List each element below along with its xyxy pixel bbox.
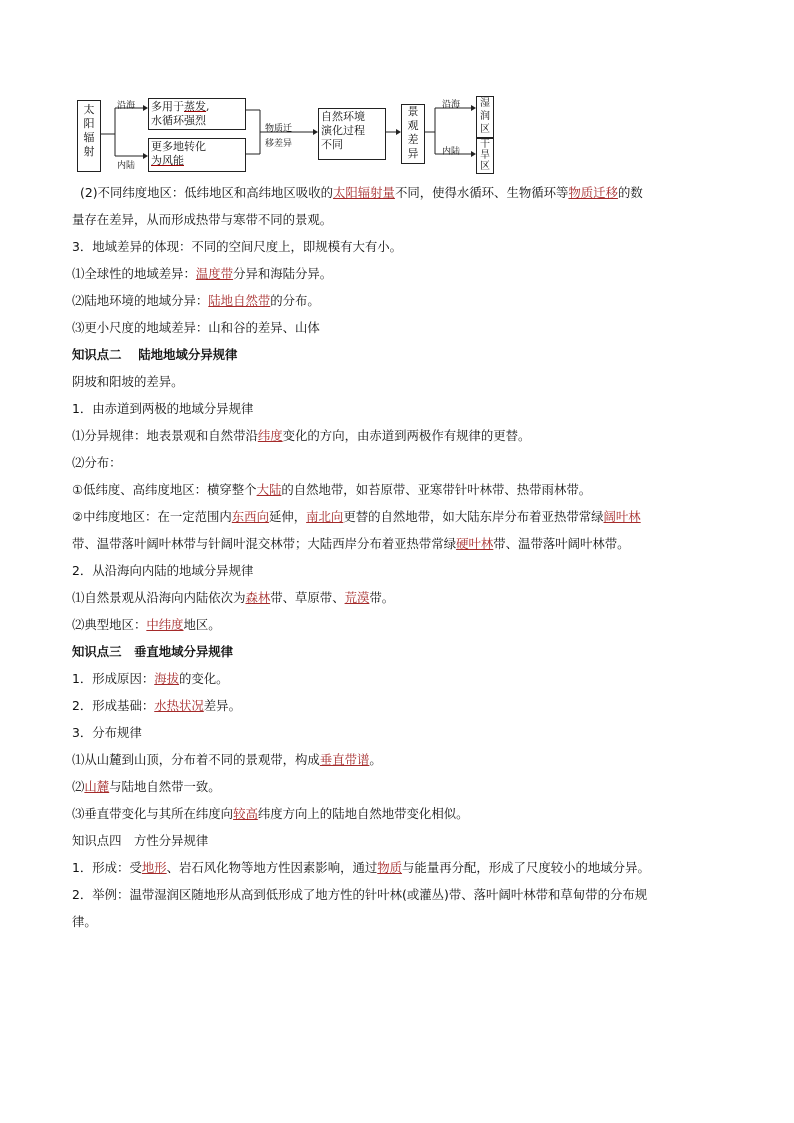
text-line: ⑵分布：: [72, 455, 122, 470]
keyword: 水热状况: [154, 698, 204, 713]
wind-text-2: [151, 154, 243, 168]
text-line: [72, 535, 732, 553]
text-line: [72, 427, 732, 445]
keyword: 陆地自然带: [208, 293, 271, 308]
keyword: 物质迁移: [568, 185, 618, 200]
text-run: 的自然地带，如苔原带、亚寒带针叶林带、热带雨林带。: [281, 482, 592, 497]
text-run: ②中纬度地区：在一定范围内: [72, 509, 232, 524]
section-heading: 知识点四 方性分异规律: [72, 833, 209, 848]
humid-zone-box: [476, 96, 494, 138]
text-run: 与陆地自然带一致。: [109, 779, 221, 794]
text-run: 。: [369, 752, 382, 767]
keyword: 大陆: [256, 482, 282, 497]
text-run: ⑵: [72, 779, 85, 794]
keyword: 垂直带谱: [319, 752, 370, 767]
text-run: ⑴从山麓到山顶，分布着不同的景观带，构成: [72, 752, 320, 767]
text-line: 律。: [72, 914, 97, 929]
humid-char: 湿: [480, 98, 490, 109]
section-heading: 知识点三 垂直地域分异规律: [72, 644, 234, 659]
wind-energy-box: [148, 138, 246, 172]
text-run: 1．形成：受: [72, 860, 142, 875]
text-run: 、岩石风化物等地方性因素影响，通过: [166, 860, 378, 875]
text-line: 3．分布规律: [72, 725, 142, 740]
text-line: [72, 670, 732, 688]
keyword: 东西向: [231, 509, 269, 524]
text-run: 不同，使得水循环、生物循环等: [394, 185, 569, 200]
keyword: 地形: [141, 860, 167, 875]
keyword: 森林: [245, 590, 271, 605]
arid-zone-box: [476, 138, 494, 174]
landscape-char: 差: [407, 133, 419, 146]
text-run: ①低纬度、高纬度地区：横穿整个: [72, 482, 257, 497]
source-char: 射: [83, 145, 95, 158]
mid-label-1: 物质迁: [265, 124, 293, 134]
text-line: 量存在差异，从而形成热带与寒带不同的景观。: [72, 212, 333, 227]
evaporation-text-1: 多用于蒸发,: [151, 100, 210, 113]
diagram-connectors: [75, 96, 495, 174]
text-line: [72, 778, 732, 796]
text-run: (2)不同纬度地区：低纬地区和高纬地区吸收的: [80, 185, 333, 200]
text-line: [72, 589, 732, 607]
text-run: 的变化。: [179, 671, 229, 686]
text-run: ⑶垂直带变化与其所在纬度向: [72, 806, 234, 821]
text-run: 分异和海陆分异。: [233, 266, 333, 281]
text-line: 2．从沿海向内陆的地域分异规律: [72, 563, 254, 578]
text-run: 带、温带落叶阔叶林带与针阔叶混交林带；大陆西岸分布着亚热带常绿: [72, 536, 457, 551]
text-run: 地区。: [183, 617, 221, 632]
humid-char: 区: [480, 124, 490, 135]
text-line: [72, 481, 732, 499]
landscape-char: 异: [407, 147, 419, 160]
mid-label-2: 移差异: [265, 139, 293, 149]
source-char: 太: [83, 103, 95, 116]
env-text-1: 自然环境: [321, 110, 365, 123]
text-run: 2．形成基础：: [72, 698, 155, 713]
keyword: 阔叶林: [603, 509, 641, 524]
text-run: 纬度方向上的陆地自然地带变化相似。: [257, 806, 469, 821]
text-line: [72, 697, 732, 715]
wind-keyword: 为风能: [151, 154, 184, 167]
text-line: [72, 805, 732, 823]
text-line: [72, 292, 732, 310]
evaporation-keyword: 蒸发: [184, 100, 206, 113]
text-line: [72, 616, 732, 634]
evaporation-box: [148, 98, 246, 130]
keyword: 较高: [233, 806, 258, 821]
source-box: [77, 100, 101, 172]
landscape-box: [401, 104, 425, 164]
keyword: 海拔: [154, 671, 180, 686]
out-top-label: 沿海: [442, 100, 461, 110]
landscape-char: 观: [407, 119, 419, 132]
out-bottom-label: 内陆: [442, 147, 461, 157]
keyword: 南北向: [306, 509, 344, 524]
humid-char: 润: [480, 111, 490, 122]
wind-text-1: 更多地转化: [151, 140, 206, 153]
arid-char: 旱: [480, 150, 490, 161]
source-char: 辐: [83, 131, 95, 144]
text-run: 延伸，: [268, 509, 307, 524]
keyword: 温度带: [195, 266, 234, 281]
text-run: 的数: [617, 185, 643, 200]
landscape-char: 景: [407, 105, 419, 118]
text-line: [72, 508, 732, 526]
text-line: [72, 265, 732, 283]
text-run: 差异。: [203, 698, 241, 713]
text-run: 带、温带落叶阔叶林带。: [493, 536, 630, 551]
keyword: 硬叶林: [456, 536, 494, 551]
keyword: 物质: [377, 860, 403, 875]
evaporation-text-2: 水循环强烈: [151, 114, 206, 127]
text-line: 3．地域差异的体现：不同的空间尺度上，即规模有大有小。: [72, 239, 403, 254]
text-run: ⑵典型地区：: [72, 617, 147, 632]
section-heading: 知识点二 陆地地域分异规律: [72, 347, 238, 362]
text-run: 带、草原带、: [270, 590, 345, 605]
text-run: 更替的自然地带，如大陆东岸分布着亚热带常绿: [343, 509, 604, 524]
text-run: ⑴全球性的地域差异：: [72, 266, 196, 281]
flow-diagram: [75, 96, 495, 174]
text-run: 带。: [369, 590, 395, 605]
arid-char: 区: [480, 161, 490, 172]
env-text-3: 不同: [321, 138, 343, 151]
text-run: 1．形成原因：: [72, 671, 155, 686]
text-run: 的分布。: [270, 293, 320, 308]
text-run: ⑴分异规律：地表景观和自然带沿: [72, 428, 258, 443]
env-text-2: 演化过程: [321, 124, 365, 137]
text-line: 1．由赤道到两极的地域分异规律: [72, 401, 254, 416]
source-char: 阳: [83, 117, 95, 130]
branch-bottom-label: 内陆: [117, 161, 136, 171]
keyword: 太阳辐射量: [332, 185, 395, 200]
text-line: [72, 751, 732, 769]
text-run: ⑵陆地环境的地域分异：: [72, 293, 209, 308]
text-line: [80, 184, 740, 202]
keyword: 纬度: [257, 428, 283, 443]
text-line: 2．举例：温带湿润区随地形从高到低形成了地方性的针叶林(或灌丛)带、落叶阔叶林带和草甸带的分布规: [72, 887, 648, 902]
text-run: 与能量再分配，形成了尺度较小的地域分异。: [402, 860, 650, 875]
branch-top-label: 沿海: [117, 101, 136, 111]
text-line: ⑶更小尺度的地域差异：山和谷的差异、山体: [72, 320, 320, 335]
environment-box: [318, 108, 386, 160]
text-line: [72, 859, 732, 877]
keyword: 中纬度: [146, 617, 184, 632]
keyword: 荒漠: [344, 590, 370, 605]
arid-char: 干: [480, 139, 490, 150]
text-line: 阴坡和阳坡的差异。: [72, 374, 184, 389]
text-run: 变化的方向，由赤道到两极作有规律的更替。: [282, 428, 531, 443]
text-run: ⑴自然景观从沿海向内陆依次为: [72, 590, 246, 605]
keyword: 山麓: [84, 779, 110, 794]
